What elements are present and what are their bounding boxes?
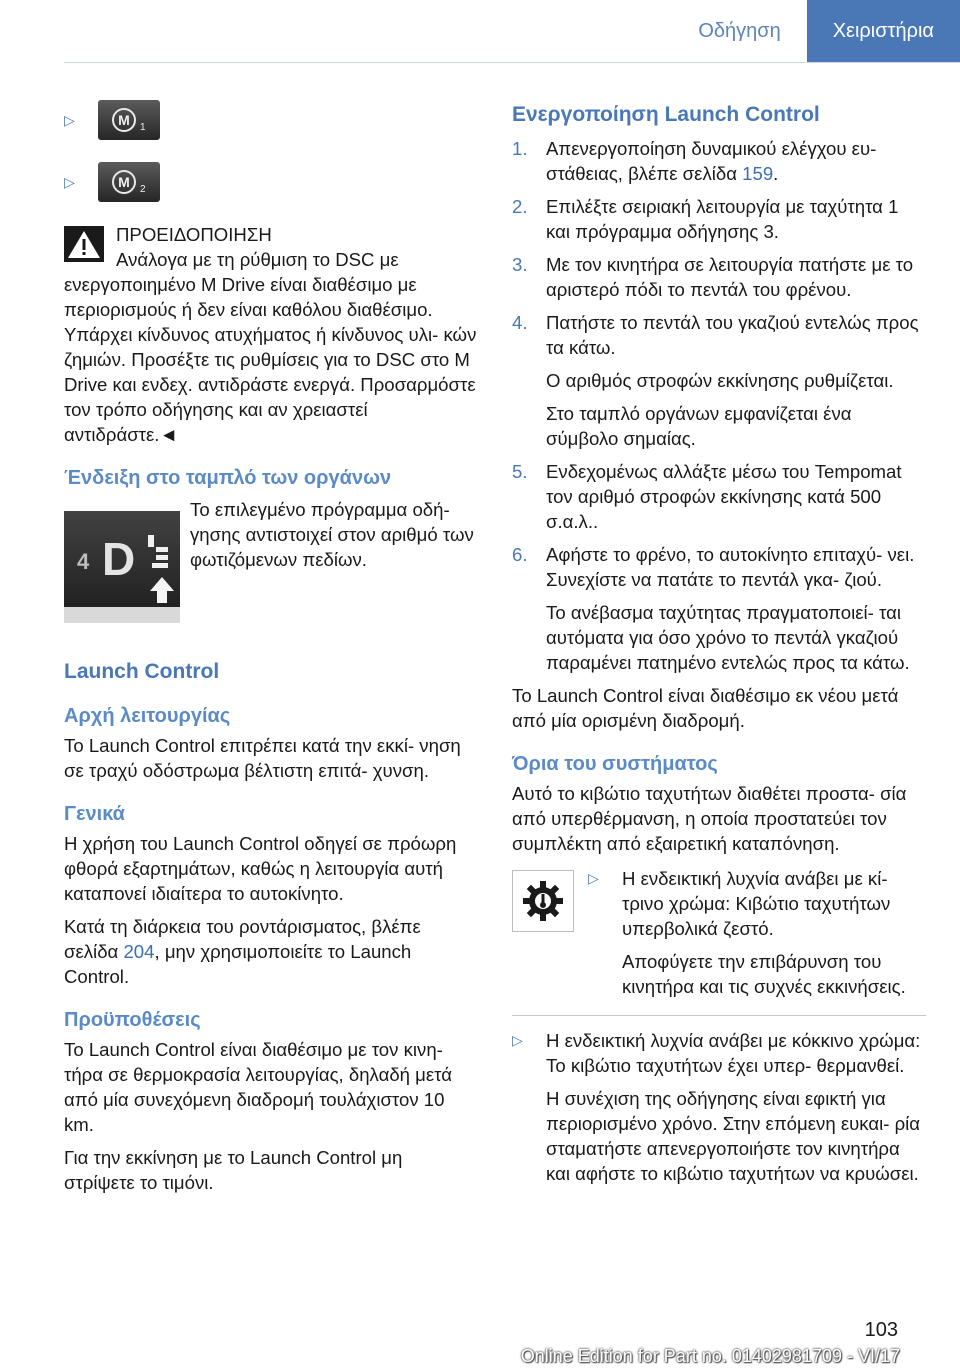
transmission-temperature-icon [512, 870, 574, 932]
m1-key-sub: 1 [140, 122, 146, 133]
general-heading: Γενικά [64, 803, 125, 825]
warning-first-line: Ανάλογα με τη ρύθμιση το DSC με [116, 249, 399, 270]
page-204-link[interactable]: 204 [123, 941, 155, 962]
header-divider [64, 62, 960, 63]
list-item: 3. Με τον κινητήρα σε λειτουργία πατήστε με το αριστερό πόδι το πεντάλ του φρένου. [512, 254, 914, 300]
triangle-bullet-icon: ▷ [512, 1032, 523, 1048]
edition-watermark: Online Edition for Part no. 01402981709 - VI/17 [520, 1346, 900, 1366]
warning-title: ΠΡΟΕΙΔΟΠΟΙΗΣΗ [116, 224, 272, 245]
warning-block [64, 222, 478, 447]
activation-steps [512, 136, 926, 675]
general-text-2: Κατά τη διάρκεια του ροντάρισματος, βλέπε σελίδα 204, μην χρησιμοποιείτε το Launch Control. [64, 916, 421, 987]
header-chapter-tab[interactable]: Χειριστήρια [807, 0, 960, 62]
indicator-list-yellow [584, 866, 926, 1007]
after-activation-text: Το Launch Control είναι διαθέσιμο εκ νέου μετά από μία ορισμένη διαδρομή. [512, 685, 899, 731]
display-section [64, 497, 478, 623]
list-item: 4. Πατήστε το πεντάλ του γκαζιού εντελώς προς τα κάτω. Ο αριθμός στροφών εκκίνησης ρυθμίζεται. Στο ταμπλό οργάνων εμφανίζεται ένα σύμβολο σημαίας. [512, 312, 919, 449]
m2-key-letter: M [118, 174, 130, 190]
system-limits-text: Αυτό το κιβώτιο ταχυτήτων διαθέτει προστα- σία από υπερθέρμανση, η οποία προστατεύει τον συμπλέκτη από εξαιρετική καταπόνηση. [512, 783, 907, 854]
right-column [512, 100, 926, 1194]
triangle-bullet-icon: ▷ [64, 173, 75, 190]
warning-text: ενεργοποιημένο M Drive είναι διαθέσιμο με περιορισμούς ή δεν είναι καθόλου διαθέσιμο. Υπάρχει κίνδυνος ατυχήματος ή κίνδυνος υλι- κών ζημιών. Προσέξτε τις ρυθμίσεις για το DSC στο M Drive και ενδεχ. αντιδράστε ενεργά. Προσαρμόστε τον τρόπο οδήγησης και αν χρειαστεί αντιδράστε.◄ [64, 274, 477, 445]
launch-control-heading: Launch Control [64, 660, 220, 683]
triangle-bullet-icon: ▷ [64, 111, 75, 128]
general-text: Η χρήση του Launch Control οδηγεί σε πρόωρη φθορά εξαρτημάτων, καθώς η λειτουργία αυτή καταπονεί ιδιαίτερα το αυτοκίνητο. [64, 833, 457, 904]
list-item: 6. Αφήστε το φρένο, το αυτοκίνητο επιταχύ- νει. Συνεχίστε να πατάτε το πεντάλ γκα- ζιού. Το ανέβασμα ταχύτητας πραγματοποιεί- ται αυτόματα για όσο χρόνο το πεντάλ γκαζιού παραμένει πατημένο εντελώς προς τα κάτω. [512, 544, 915, 673]
system-limits-heading: Όρια του συστήματος [512, 753, 718, 775]
list-item: ▷ Η ενδεικτική λυχνία ανάβει με κί- τρινο χρώμα: Κιβώτιο ταχυτήτων υπερβολικά ζεστό. Αποφύγετε την επιβάρυνση του κινητήρα και τις συχνές εκκινήσεις. [584, 866, 926, 1007]
page-159-link[interactable]: 159 [742, 163, 774, 184]
list-item: 2. Επιλέξτε σειριακή λειτουργία με ταχύτητα 1 και πρόγραμμα οδήγησης 3. [512, 196, 899, 242]
list-item: ▷ Η ενδεικτική λυχνία ανάβει με κόκκινο χρώμα: Το κιβώτιο ταχυτήτων έχει υπερ- θερμανθεί. Η συνέχιση της οδήγησης είναι εφικτή για περιορισμένο χρόνο. Στην επόμενη ευκαι- ρία σταματήστε απενεργοποιήστε τον κινητήρα και αφήστε το κιβώτιο ταχυτήτων να κρυώσει. [512, 1028, 926, 1194]
left-column [64, 100, 478, 1203]
display-heading: Ένδειξη στο ταμπλό των οργάνων [64, 467, 392, 489]
instrument-cluster-image [64, 511, 180, 623]
activation-heading: Ενεργοποίηση Launch Control [512, 103, 820, 126]
shift-up-arrow-icon [150, 577, 174, 603]
list-item: 5. Ενδεχομένως αλλάξτε μέσω του Tempomat τον αριθμό στροφών εκκίνησης κατά 500 σ.α.λ.. [512, 461, 902, 532]
mode-key-m2 [64, 162, 478, 202]
page-footer [0, 1318, 960, 1366]
m2-key-sub: 2 [140, 184, 146, 195]
prerequisites-text-2: Για την εκκίνηση με το Launch Control μη στρίψετε το τιμόνι. [64, 1147, 403, 1193]
cluster-gear-number: 4 [77, 549, 90, 574]
cluster-gear-letter: D [102, 533, 136, 585]
mode-key-m1 [64, 100, 478, 140]
principle-heading: Αρχή λειτουργίας [64, 705, 231, 727]
transmission-indicators [512, 866, 926, 1007]
m2-button-icon [98, 162, 160, 202]
page-header [672, 0, 960, 62]
divider [512, 1015, 926, 1016]
list-item: 1. Απενεργοποίηση δυναμικού ελέγχου ευ- στάθειας, βλέπε σελίδα 159. [512, 138, 877, 184]
principle-text: Το Launch Control επιτρέπει κατά την εκκί- νηση σε τραχύ οδόστρωμα βέλτιστη επιτά- χυνση. [64, 735, 461, 781]
m1-key-letter: M [118, 112, 130, 128]
display-text: Το επιλεγμένο πρόγραμμα οδή- γησης αντιστοιχεί στον αριθμό των φωτιζόμενων πεδίων. [190, 499, 474, 570]
m1-button-icon [98, 100, 160, 140]
triangle-bullet-icon: ▷ [588, 870, 599, 886]
prerequisites-text: Το Launch Control είναι διαθέσιμο με τον κινη- τήρα σε θερμοκρασία λειτουργίας, δηλαδή μετά από μία συνεχόμενη διαδρομή τουλάχιστον 10 km. [64, 1039, 453, 1135]
prerequisites-heading: Προϋποθέσεις [64, 1009, 201, 1031]
header-section-tab[interactable]: Οδήγηση [672, 0, 806, 62]
page-number: 103 [864, 1319, 898, 1341]
warning-triangle-icon [64, 226, 104, 262]
